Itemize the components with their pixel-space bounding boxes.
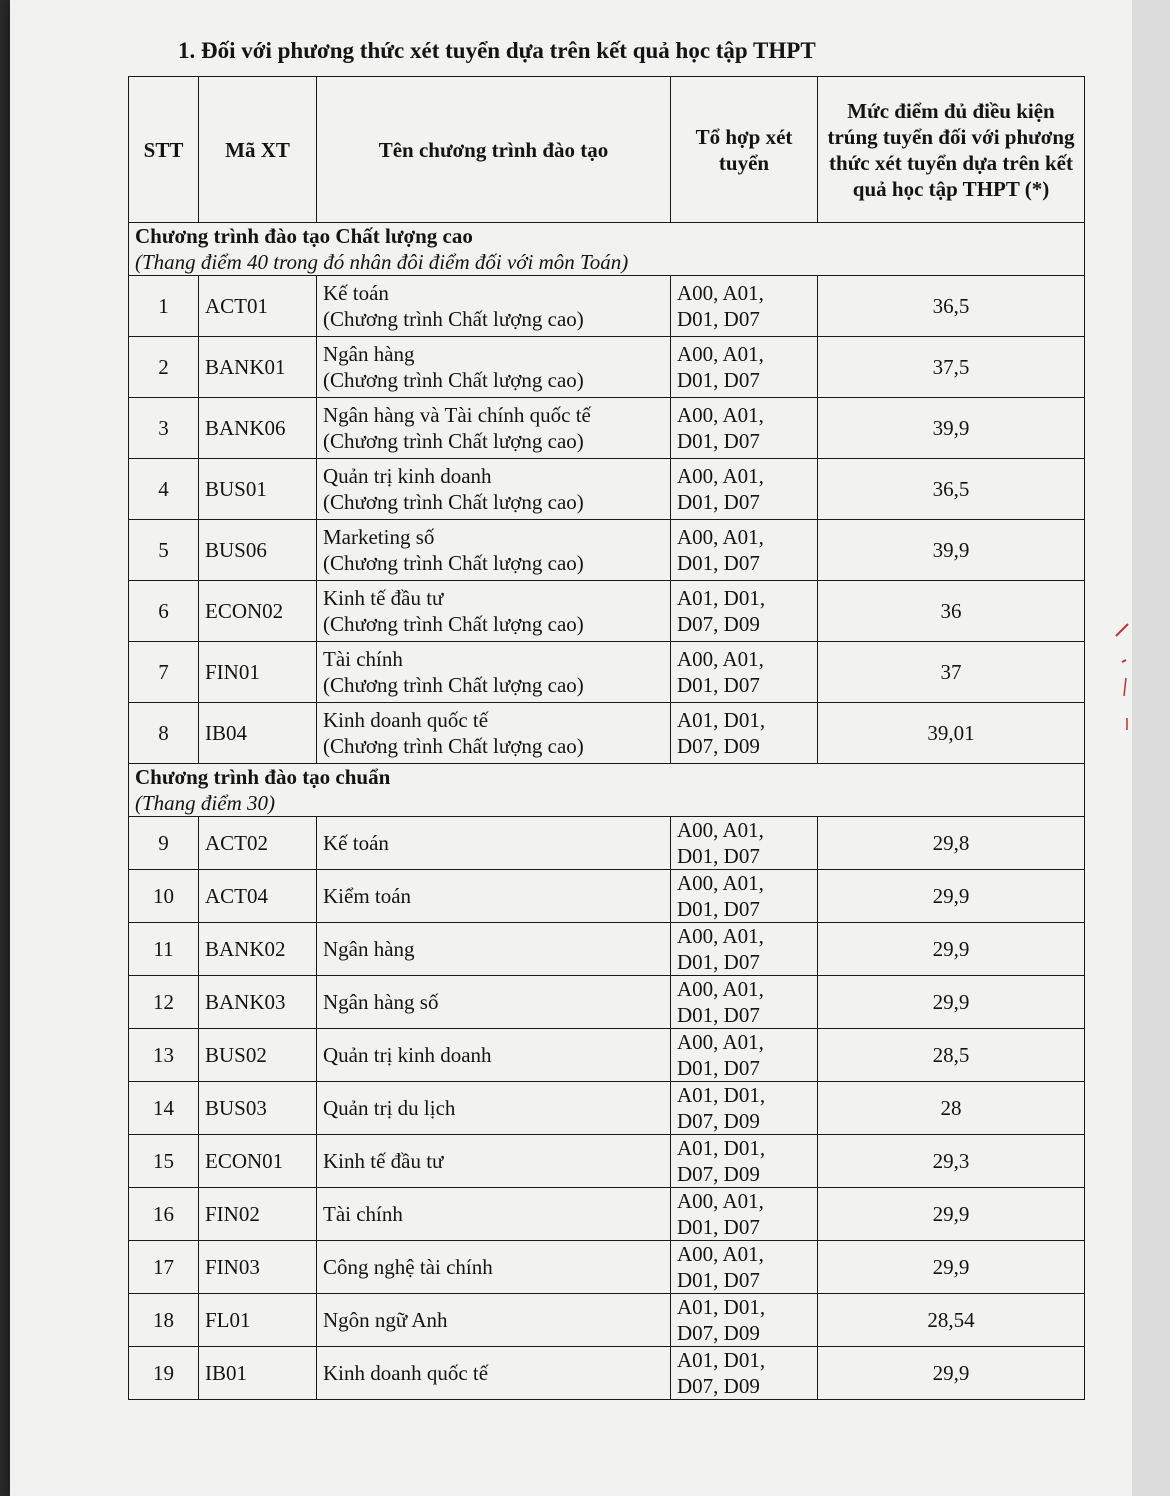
- table-row: [129, 976, 1085, 1029]
- column-header-program: Tên chương trình đào tạo: [317, 77, 671, 223]
- table-row: [129, 1294, 1085, 1347]
- program-type: (Chương trình Chất lượng cao): [323, 673, 584, 697]
- combo-cell: [671, 1294, 818, 1347]
- combo-line-2: D01, D07: [677, 673, 760, 697]
- table-row: [129, 642, 1085, 703]
- program-cell: [317, 581, 671, 642]
- score-cell: 39,01: [818, 703, 1085, 764]
- combo-line-2: D07, D09: [677, 1374, 760, 1398]
- combo-cell: [671, 817, 818, 870]
- combo-line-1: A00, A01,: [677, 403, 764, 427]
- column-header-combo: Tổ hợp xét tuyển: [671, 77, 818, 223]
- stt-cell: 5: [129, 520, 199, 581]
- stt-cell: 15: [129, 1135, 199, 1188]
- score-cell: 36: [818, 581, 1085, 642]
- program-name: Kinh tế đầu tư: [323, 586, 444, 610]
- table-row: [129, 520, 1085, 581]
- program-name: Tài chính: [323, 1202, 403, 1226]
- table-row: [129, 459, 1085, 520]
- program-name: Quản trị kinh doanh: [323, 1043, 492, 1067]
- program-name: Quản trị du lịch: [323, 1096, 456, 1120]
- program-name: Kế toán: [323, 831, 389, 855]
- code-cell: IB01: [199, 1347, 317, 1400]
- code-cell: BANK06: [199, 398, 317, 459]
- program-cell: [317, 1188, 671, 1241]
- page-edge-shadow: [1132, 0, 1170, 1496]
- program-cell: [317, 1082, 671, 1135]
- combo-line-2: D01, D07: [677, 429, 760, 453]
- stt-cell: 7: [129, 642, 199, 703]
- combo-line-2: D01, D07: [677, 1268, 760, 1292]
- combo-line-1: A00, A01,: [677, 647, 764, 671]
- combo-line-1: A00, A01,: [677, 818, 764, 842]
- section-header-cell: [129, 223, 1085, 276]
- code-cell: FL01: [199, 1294, 317, 1347]
- program-type: (Chương trình Chất lượng cao): [323, 612, 584, 636]
- program-name: Marketing số: [323, 525, 435, 549]
- code-cell: BUS02: [199, 1029, 317, 1082]
- program-name: Ngân hàng và Tài chính quốc tế: [323, 403, 591, 427]
- combo-line-2: D01, D07: [677, 1056, 760, 1080]
- page-heading: 1. Đối với phương thức xét tuyển dựa trên kết quả học tập THPT: [178, 38, 816, 63]
- stt-cell: 8: [129, 703, 199, 764]
- program-cell: [317, 642, 671, 703]
- combo-line-2: D07, D09: [677, 734, 760, 758]
- score-cell: 36,5: [818, 459, 1085, 520]
- program-type: (Chương trình Chất lượng cao): [323, 551, 584, 575]
- section-title: Chương trình đào tạo chuẩn: [135, 765, 391, 789]
- table-row: [129, 1082, 1085, 1135]
- table-row: [129, 337, 1085, 398]
- combo-line-2: D01, D07: [677, 897, 760, 921]
- stt-cell: 19: [129, 1347, 199, 1400]
- stt-cell: 4: [129, 459, 199, 520]
- program-name: Công nghệ tài chính: [323, 1255, 493, 1279]
- code-cell: BANK01: [199, 337, 317, 398]
- combo-line-2: D01, D07: [677, 1215, 760, 1239]
- code-cell: ACT01: [199, 276, 317, 337]
- combo-cell: [671, 642, 818, 703]
- score-cell: 36,5: [818, 276, 1085, 337]
- combo-line-1: A01, D01,: [677, 1348, 766, 1372]
- program-cell: [317, 1241, 671, 1294]
- score-cell: 29,9: [818, 1241, 1085, 1294]
- combo-cell: [671, 1029, 818, 1082]
- combo-line-2: D01, D07: [677, 490, 760, 514]
- code-cell: BANK03: [199, 976, 317, 1029]
- table-row: [129, 398, 1085, 459]
- combo-line-2: D07, D09: [677, 1321, 760, 1345]
- stt-cell: 16: [129, 1188, 199, 1241]
- program-type: (Chương trình Chất lượng cao): [323, 307, 584, 331]
- combo-line-2: D01, D07: [677, 1003, 760, 1027]
- combo-line-1: A01, D01,: [677, 586, 766, 610]
- table-row: [129, 923, 1085, 976]
- combo-line-2: D01, D07: [677, 950, 760, 974]
- score-cell: 29,3: [818, 1135, 1085, 1188]
- table-row: [129, 703, 1085, 764]
- code-cell: ECON01: [199, 1135, 317, 1188]
- combo-line-1: A00, A01,: [677, 924, 764, 948]
- table-body: [129, 223, 1085, 1400]
- program-name: Ngân hàng số: [323, 990, 439, 1014]
- column-header-score: Mức điểm đủ điều kiện trúng tuyển đối với phương thức xét tuyển dựa trên kết quả học tập THPT (*): [818, 77, 1085, 223]
- combo-cell: [671, 1347, 818, 1400]
- code-cell: IB04: [199, 703, 317, 764]
- code-cell: BUS03: [199, 1082, 317, 1135]
- combo-line-1: A00, A01,: [677, 1030, 764, 1054]
- program-name: Quản trị kinh doanh: [323, 464, 492, 488]
- combo-line-2: D07, D09: [677, 612, 760, 636]
- combo-cell: [671, 276, 818, 337]
- score-cell: 28: [818, 1082, 1085, 1135]
- combo-line-2: D07, D09: [677, 1162, 760, 1186]
- combo-line-1: A00, A01,: [677, 871, 764, 895]
- stt-cell: 12: [129, 976, 199, 1029]
- score-cell: 37: [818, 642, 1085, 703]
- program-cell: [317, 1294, 671, 1347]
- combo-line-1: A01, D01,: [677, 1136, 766, 1160]
- code-cell: FIN02: [199, 1188, 317, 1241]
- combo-line-2: D01, D07: [677, 551, 760, 575]
- stt-cell: 3: [129, 398, 199, 459]
- program-cell: [317, 337, 671, 398]
- combo-cell: [671, 337, 818, 398]
- program-cell: [317, 459, 671, 520]
- program-cell: [317, 1347, 671, 1400]
- table-row: [129, 817, 1085, 870]
- program-cell: [317, 398, 671, 459]
- code-cell: BANK02: [199, 923, 317, 976]
- program-cell: [317, 817, 671, 870]
- combo-line-1: A00, A01,: [677, 1242, 764, 1266]
- program-name: Ngân hàng: [323, 937, 415, 961]
- stt-cell: 6: [129, 581, 199, 642]
- combo-line-1: A00, A01,: [677, 977, 764, 1001]
- combo-line-2: D01, D07: [677, 368, 760, 392]
- section-header-row: [129, 764, 1085, 817]
- stt-cell: 1: [129, 276, 199, 337]
- combo-line-2: D01, D07: [677, 307, 760, 331]
- stt-cell: 18: [129, 1294, 199, 1347]
- combo-line-2: D01, D07: [677, 844, 760, 868]
- program-name: Ngôn ngữ Anh: [323, 1308, 448, 1332]
- program-name: Kinh doanh quốc tế: [323, 1361, 489, 1385]
- combo-cell: [671, 703, 818, 764]
- combo-line-1: A01, D01,: [677, 1295, 766, 1319]
- table-header-row: [129, 77, 1085, 223]
- score-cell: 39,9: [818, 520, 1085, 581]
- program-cell: [317, 870, 671, 923]
- program-name: Kinh tế đầu tư: [323, 1149, 444, 1173]
- program-cell: [317, 976, 671, 1029]
- section-note: (Thang điểm 30): [135, 791, 275, 815]
- program-type: (Chương trình Chất lượng cao): [323, 490, 584, 514]
- stt-cell: 2: [129, 337, 199, 398]
- program-cell: [317, 520, 671, 581]
- combo-line-1: A00, A01,: [677, 1189, 764, 1213]
- table-row: [129, 870, 1085, 923]
- combo-line-1: A00, A01,: [677, 525, 764, 549]
- table-row: [129, 581, 1085, 642]
- code-cell: ACT02: [199, 817, 317, 870]
- program-cell: [317, 1135, 671, 1188]
- code-cell: BUS06: [199, 520, 317, 581]
- section-note: (Thang điểm 40 trong đó nhân đôi điểm đối với môn Toán): [135, 250, 629, 274]
- stt-cell: 17: [129, 1241, 199, 1294]
- stt-cell: 14: [129, 1082, 199, 1135]
- combo-line-1: A01, D01,: [677, 1083, 766, 1107]
- stt-cell: 11: [129, 923, 199, 976]
- score-cell: 37,5: [818, 337, 1085, 398]
- score-cell: 39,9: [818, 398, 1085, 459]
- admission-score-table: [128, 76, 1085, 1400]
- code-cell: ACT04: [199, 870, 317, 923]
- column-header-stt: STT: [129, 77, 199, 223]
- column-header-code: Mã XT: [199, 77, 317, 223]
- table-row: [129, 1029, 1085, 1082]
- score-cell: 29,9: [818, 923, 1085, 976]
- section-header-cell: [129, 764, 1085, 817]
- score-cell: 29,9: [818, 976, 1085, 1029]
- combo-line-2: D07, D09: [677, 1109, 760, 1133]
- combo-cell: [671, 870, 818, 923]
- combo-cell: [671, 976, 818, 1029]
- score-cell: 29,8: [818, 817, 1085, 870]
- table-row: [129, 1135, 1085, 1188]
- score-cell: 29,9: [818, 870, 1085, 923]
- program-name: Tài chính: [323, 647, 403, 671]
- combo-cell: [671, 1082, 818, 1135]
- code-cell: FIN03: [199, 1241, 317, 1294]
- combo-cell: [671, 1241, 818, 1294]
- table-row: [129, 1241, 1085, 1294]
- section-header-row: [129, 223, 1085, 276]
- combo-line-1: A00, A01,: [677, 281, 764, 305]
- program-name: Kiểm toán: [323, 884, 412, 908]
- code-cell: FIN01: [199, 642, 317, 703]
- score-cell: 29,9: [818, 1347, 1085, 1400]
- program-name: Kinh doanh quốc tế: [323, 708, 489, 732]
- combo-line-1: A00, A01,: [677, 464, 764, 488]
- code-cell: ECON02: [199, 581, 317, 642]
- combo-cell: [671, 520, 818, 581]
- margin-pen-marks: [1112, 618, 1132, 738]
- stt-cell: 13: [129, 1029, 199, 1082]
- table-row: [129, 1347, 1085, 1400]
- combo-cell: [671, 459, 818, 520]
- program-cell: [317, 276, 671, 337]
- combo-cell: [671, 398, 818, 459]
- score-cell: 28,54: [818, 1294, 1085, 1347]
- program-type: (Chương trình Chất lượng cao): [323, 734, 584, 758]
- program-name: Ngân hàng: [323, 342, 415, 366]
- score-cell: 28,5: [818, 1029, 1085, 1082]
- score-cell: 29,9: [818, 1188, 1085, 1241]
- stt-cell: 10: [129, 870, 199, 923]
- combo-cell: [671, 1135, 818, 1188]
- program-cell: [317, 923, 671, 976]
- combo-cell: [671, 923, 818, 976]
- program-type: (Chương trình Chất lượng cao): [323, 368, 584, 392]
- table-row: [129, 276, 1085, 337]
- table-row: [129, 1188, 1085, 1241]
- section-title: Chương trình đào tạo Chất lượng cao: [135, 224, 473, 248]
- program-type: (Chương trình Chất lượng cao): [323, 429, 584, 453]
- combo-cell: [671, 1188, 818, 1241]
- combo-line-1: A01, D01,: [677, 708, 766, 732]
- combo-cell: [671, 581, 818, 642]
- code-cell: BUS01: [199, 459, 317, 520]
- stt-cell: 9: [129, 817, 199, 870]
- program-cell: [317, 703, 671, 764]
- combo-line-1: A00, A01,: [677, 342, 764, 366]
- program-name: Kế toán: [323, 281, 389, 305]
- program-cell: [317, 1029, 671, 1082]
